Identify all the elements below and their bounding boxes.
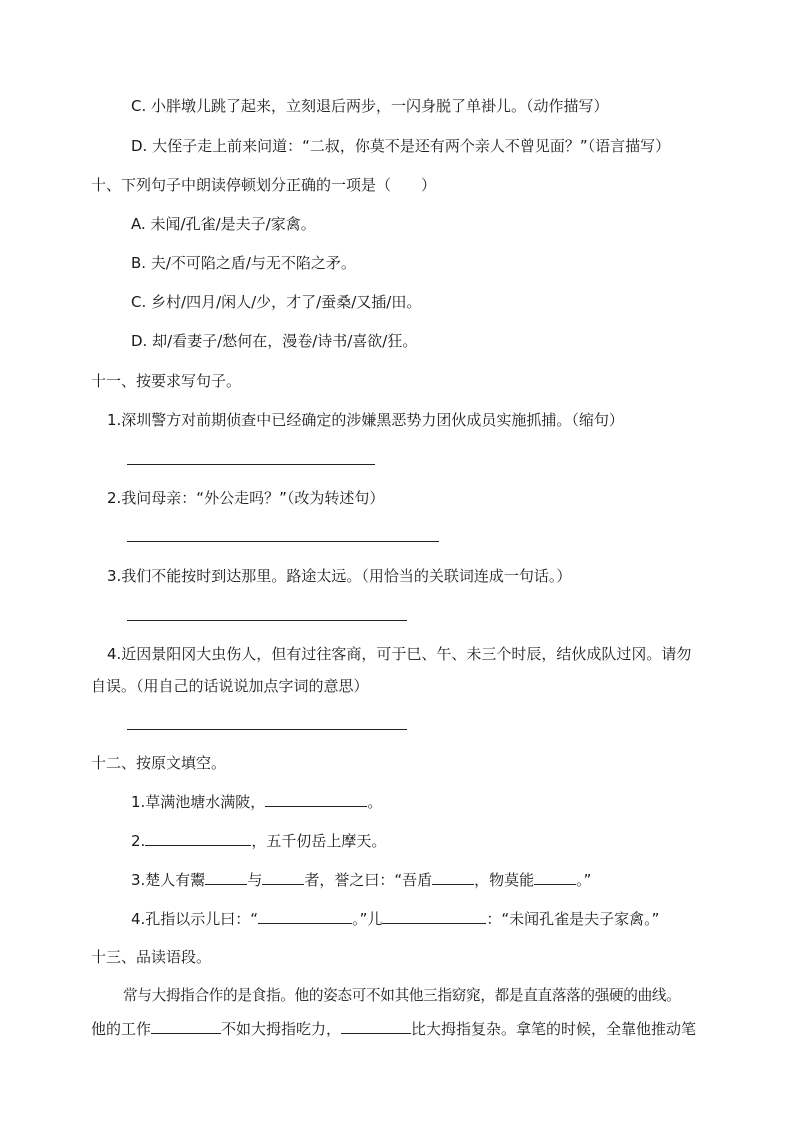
q9-option-c: C. 小胖墩儿跳了起来，立刻退后两步，一闪身脱了单褂儿。（动作描写） <box>131 97 609 115</box>
q12-item-3-blank-4[interactable] <box>534 869 576 885</box>
q12-item-3-text-d: ，物莫能 <box>474 871 535 889</box>
q11-title: 十一、按要求写句子。 <box>91 372 242 390</box>
q12-item-4 <box>131 908 659 929</box>
q12-item-3-blank-1[interactable] <box>205 869 247 885</box>
q12-item-3-blank-3[interactable] <box>432 869 474 885</box>
q11-item-4-line2: 自误。（用自己的话说说加点字词的意思） <box>91 677 369 695</box>
q12-item-3 <box>131 869 591 890</box>
q13-line-2-text-b: 不如大拇指吃力， <box>221 1020 342 1038</box>
q12-title: 十二、按原文填空。 <box>91 754 227 772</box>
q12-item-3-text-a: 3.楚人有鬻 <box>131 871 206 889</box>
q13-line-2-blank-2[interactable] <box>341 1018 411 1034</box>
q10-option-c: C. 乡村/四月/闲人/少，才了/蚕桑/又插/田。 <box>131 293 422 311</box>
q11-item-2: 2.我问母亲：“外公走吗？”（改为转述句） <box>107 489 385 507</box>
q12-item-4-text-a: 4.孔指以示儿曰：“ <box>131 910 259 928</box>
q12-item-2-blank[interactable] <box>145 830 251 846</box>
q12-item-3-text-e: 。” <box>576 871 592 889</box>
q12-item-1 <box>131 791 382 812</box>
q10-title: 十、下列句子中朗读停顿划分正确的一项是（ ） <box>91 176 437 194</box>
q13-paragraph-line-1: 常与大拇指合作的是食指。他的姿态可不如其他三指窈窕，都是直直落落的强硬的曲线。 <box>123 987 681 1004</box>
q9-option-d: D. 大侄子走上前来问道：“二叔，你莫不是还有两个亲人不曾见面？”（语言描写） <box>131 137 671 155</box>
q10-option-d: D. 却/看妻子/愁何在，漫卷/诗书/喜欲/狂。 <box>131 332 418 350</box>
q12-item-2-number: 2. <box>131 832 146 850</box>
q12-item-2 <box>131 830 386 851</box>
q12-item-4-blank-2[interactable] <box>382 908 486 924</box>
q11-item-3: 3.我们不能按时到达那里。路途太远。（用恰当的关联词连成一句话。） <box>107 567 572 585</box>
q11-item-4-answer-line[interactable] <box>127 729 407 730</box>
q11-item-2-answer-line[interactable] <box>127 541 439 542</box>
q13-line-2-blank-1[interactable] <box>151 1018 221 1034</box>
q12-item-4-text-c: ：“未闻孔雀是夫子家禽。” <box>486 910 660 928</box>
q12-item-3-text-b: 与 <box>247 871 263 889</box>
q13-line-2-text-a: 他的工作 <box>91 1020 152 1038</box>
q12-item-4-blank-1[interactable] <box>258 908 352 924</box>
q11-item-4-line1: 4.近因景阳冈大虫伤人，但有过往客商，可于巳、午、未三个时辰，结伙成队过冈。请勿 <box>107 645 692 663</box>
q13-line-2-text-c: 比大拇指复杂。拿笔的时候，全靠他推动笔 <box>411 1020 697 1038</box>
q12-item-1-text: 1.草满池塘水满陂， <box>131 793 266 811</box>
q10-option-a: A. 未闻/孔雀/是夫子/家禽。 <box>131 215 316 233</box>
q12-item-1-end: 。 <box>367 793 383 811</box>
q11-item-3-answer-line[interactable] <box>127 620 407 621</box>
q13-title: 十三、品读语段。 <box>91 948 212 966</box>
q11-item-1: 1.深圳警方对前期侦查中已经确定的涉嫌黑恶势力团伙成员实施抓捕。（缩句） <box>107 411 624 429</box>
q11-item-1-answer-line[interactable] <box>127 464 375 465</box>
q10-option-b: B. 夫/不可陷之盾/与无不陷之矛。 <box>131 254 356 272</box>
q12-item-3-blank-2[interactable] <box>262 869 304 885</box>
q13-paragraph-line-2 <box>91 1018 696 1039</box>
q12-item-1-blank[interactable] <box>265 791 367 807</box>
q12-item-4-text-b: 。”儿 <box>352 910 383 928</box>
q12-item-3-text-c: 者，誉之曰：“吾盾 <box>304 871 433 889</box>
q12-item-2-text: ，五千仞岳上摩天。 <box>251 832 387 850</box>
